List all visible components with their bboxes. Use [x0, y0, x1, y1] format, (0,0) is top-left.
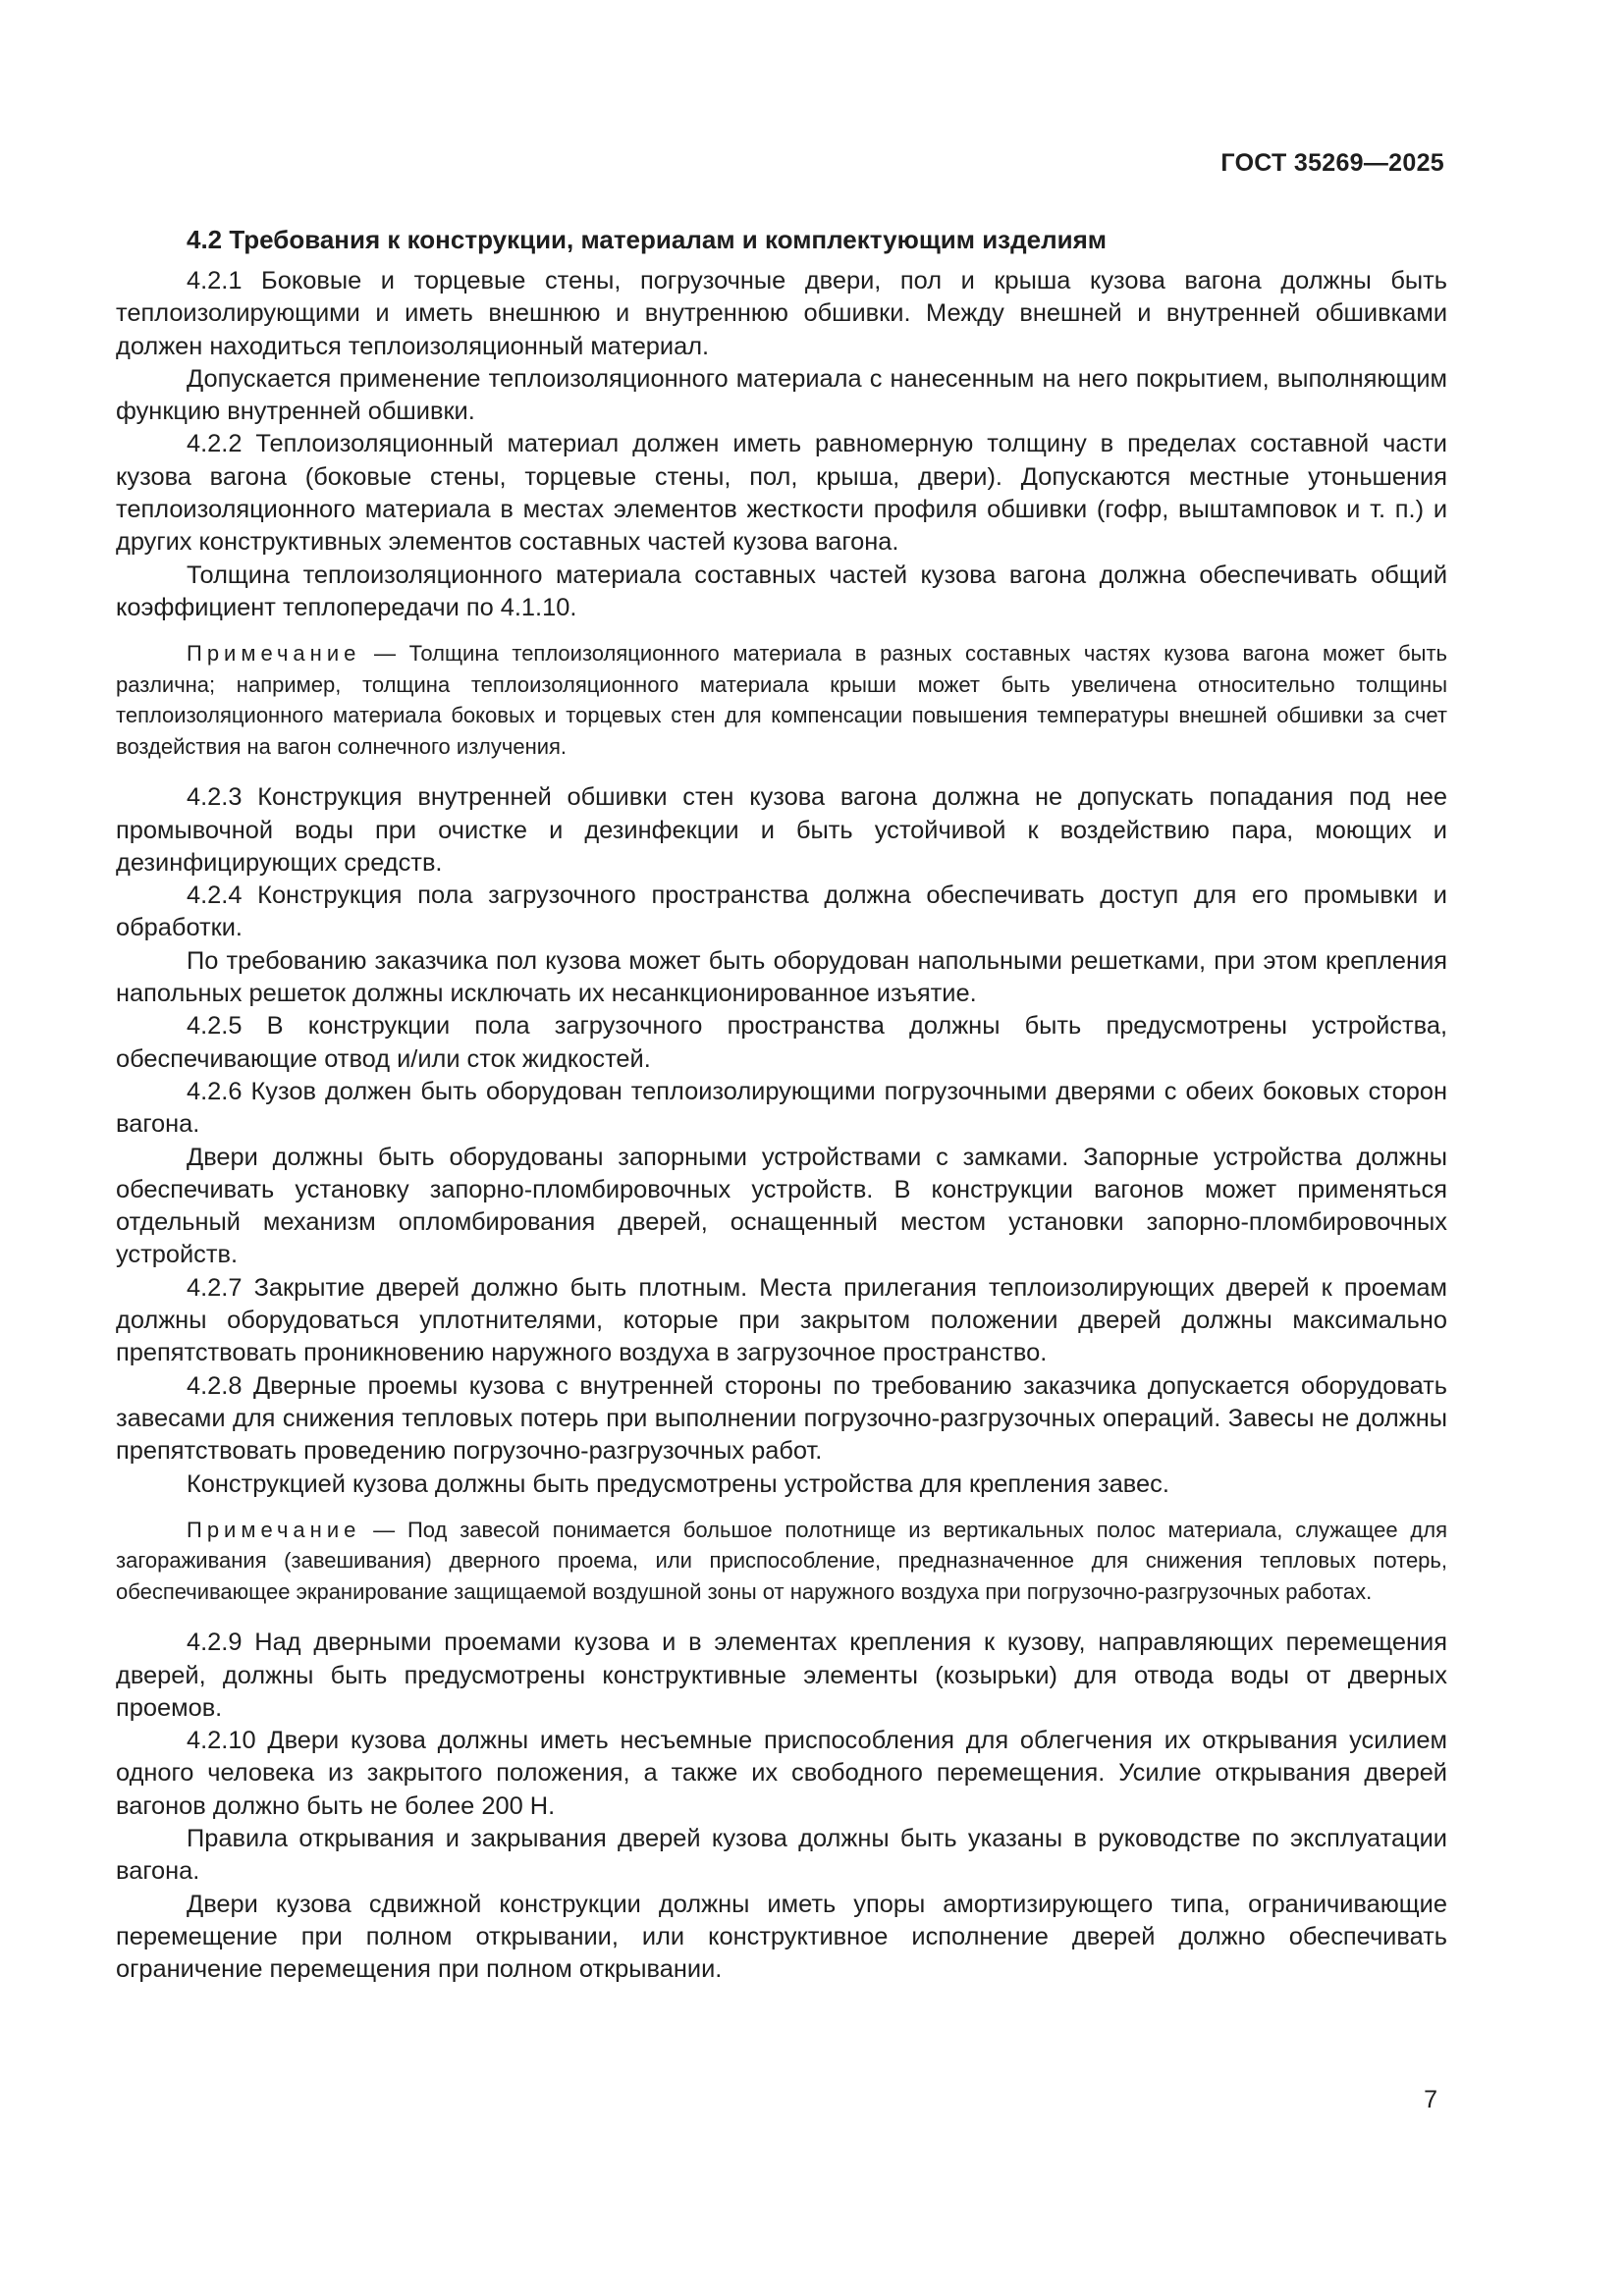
paragraph: Толщина теплоизоляционного материала составных частей кузова вагона должна обеспечивать общий коэффициент теплопередачи по 4.1.10.: [116, 561, 1447, 621]
paragraph: Двери кузова сдвижной конструкции должны иметь упоры амортизирующего типа, ограничивающие перемещение при полном открывании, или конструктивное исполнение дверей должно обеспечивать ограничение перемещения при полном открывании.: [116, 1890, 1447, 1984]
note: [116, 638, 1447, 762]
paragraph-4-2-10: 4.2.10 Двери кузова должны иметь несъемные приспособления для облегчения их открывания усилием одного человека из закрытого положения, а также их свободного перемещения. Усилие открывания дверей вагонов должно быть не более 200 Н.: [116, 1727, 1447, 1820]
note-text: — Под завесой понимается большое полотнище из вертикальных полос материала, служащее для загораживания (завешивания) дверного проема, или приспособление, предназначенное для снижения тепловых потерь, обеспечивающее экранирование защищаемой воздушной зоны от наружного воздуха при погрузочно-разгрузочных работах.: [116, 1517, 1447, 1604]
paragraph-4-2-7: 4.2.7 Закрытие дверей должно быть плотным. Места прилегания теплоизолирующих дверей к проемам должны оборудоваться уплотнителями, которые при закрытом положении дверей должны максимально препятствовать проникновению наружного воздуха в загрузочное пространство.: [116, 1273, 1447, 1367]
paragraph-4-2-2: 4.2.2 Теплоизоляционный материал должен иметь равномерную толщину в пределах составной части кузова вагона (боковые стены, торцевые стены, пол, крыша, двери). Допускаются местные утоньшения теплоизоляционного материала в местах элементов жесткости профиля обшивки (гофр, выштамповок и т. п.) и других конструктивных элементов составных частей кузова вагона.: [116, 430, 1447, 557]
standard-code-header: ГОСТ 35269—2025: [1220, 149, 1444, 177]
paragraph-4-2-5: 4.2.5 В конструкции пола загрузочного пространства должны быть предусмотрены устройства, обеспечивающие отвод и/или сток жидкостей.: [116, 1012, 1447, 1073]
section-title: 4.2 Требования к конструкции, материалам и комплектующим изделиям: [187, 225, 1107, 254]
paragraph-4-2-8: 4.2.8 Дверные проемы кузова с внутренней стороны по требованию заказчика допускается оборудовать завесами для снижения тепловых потерь при выполнении погрузочно-разгрузочных операций. Завесы не должны препятствовать проведению погрузочно-разгрузочных работ.: [116, 1371, 1447, 1466]
paragraph: Конструкцией кузова должны быть предусмотрены устройства для крепления завес.: [187, 1469, 1169, 1498]
paragraph: По требованию заказчика пол кузова может быть оборудован напольными решетками, при этом крепления напольных решеток должны исключать их несанкционированное изъятие.: [116, 946, 1447, 1008]
paragraph: Двери должны быть оборудованы запорными устройствами с замками. Запорные устройства должны обеспечивать установку запорно-пломбировочных устройств. В конструкции вагонов может применяться отдельный механизм опломбирования дверей, оснащенный местом установки запорно-пломбировочных устройств.: [116, 1143, 1447, 1269]
page-number: 7: [1424, 2086, 1437, 2113]
paragraph-4-2-9: 4.2.9 Над дверными проемами кузова и в элементах крепления к кузову, направляющих перемещения дверей, должны быть предусмотрены конструктивные элементы (козырьки) для отвода воды от дверных проемов.: [116, 1629, 1447, 1722]
paragraph-4-2-1: 4.2.1 Боковые и торцевые стены, погрузочные двери, пол и крыша кузова вагона должны быть теплоизолирующими и иметь внешнюю и внутреннюю обшивки. Между внешней и внутренней обшивками должен находиться теплоизоляционный материал.: [116, 267, 1447, 360]
paragraph: Допускается применение теплоизоляционного материала с нанесенным на него покрытием, выполняющим функцию внутренней обшивки.: [116, 364, 1447, 426]
document-body: [116, 224, 1447, 1987]
paragraph-4-2-4: 4.2.4 Конструкция пола загрузочного пространства должна обеспечивать доступ для его промывки и обработки.: [116, 881, 1447, 942]
note-text: — Толщина теплоизоляционного материала в разных составных частях кузова вагона может быть различна; например, толщина теплоизоляционного материала крыши может быть увеличена относительно толщины теплоизоляционного материала боковых и торцевых стен для компенсации повышения температуры внешней обшивки за счет воздействия на вагон солнечного излучения.: [116, 641, 1447, 759]
note-label: Примечание: [187, 1517, 361, 1542]
note: [116, 1515, 1447, 1608]
note-label: Примечание: [187, 641, 361, 667]
paragraph-4-2-6: 4.2.6 Кузов должен быть оборудован теплоизолирующими погрузочными дверями с обеих боковых сторон вагона.: [116, 1077, 1447, 1139]
paragraph: Правила открывания и закрывания дверей кузова должны быть указаны в руководстве по эксплуатации вагона.: [116, 1825, 1447, 1886]
paragraph-4-2-3: 4.2.3 Конструкция внутренней обшивки стен кузова вагона должна не допускать попадания под нее промывочной воды при очистке и дезинфекции и быть устойчивой к воздействию пара, моющих и дезинфицирующих средств.: [116, 783, 1447, 877]
